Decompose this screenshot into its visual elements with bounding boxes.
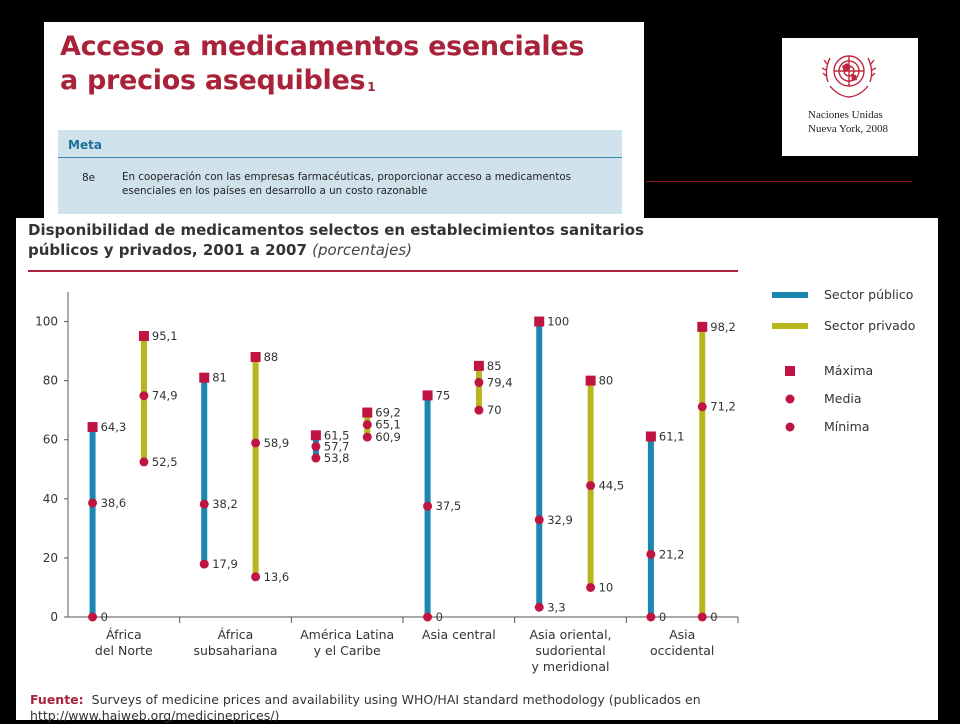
x-category-label: subsahariana (193, 643, 278, 658)
y-tick-label: 40 (42, 491, 58, 506)
min-marker (311, 454, 320, 463)
legend-label: Sector privado (824, 318, 916, 333)
max-marker (697, 322, 707, 332)
min-marker (139, 457, 148, 466)
publisher-panel (782, 38, 918, 156)
mean-value-label: 79,4 (486, 375, 513, 390)
min-value-label: 52,5 (151, 454, 178, 469)
min-marker (423, 613, 432, 622)
report-title (60, 30, 584, 98)
x-category-label: Asia oriental, (529, 627, 612, 642)
meta-header (58, 130, 622, 158)
meta-label: Meta (68, 138, 102, 152)
min-marker (363, 433, 372, 442)
un-emblem-icon (818, 44, 880, 102)
legend-label: Sector público (824, 287, 914, 302)
mean-marker (139, 391, 148, 400)
max-value-label: 88 (263, 350, 279, 364)
min-value-label: 10 (598, 580, 614, 595)
mean-value-label: 44,5 (598, 478, 625, 493)
mean-value-label: 32,9 (547, 512, 573, 527)
max-marker (199, 373, 209, 383)
mean-value-label: 58,9 (263, 435, 290, 450)
mean-marker (586, 481, 595, 490)
chart-panel (16, 218, 938, 723)
report-title-panel (44, 22, 644, 218)
legend-mean-marker (786, 395, 795, 404)
mean-value-label: 74,9 (151, 388, 178, 403)
max-marker (139, 331, 149, 341)
min-marker (251, 572, 260, 581)
mean-marker (251, 438, 260, 447)
min-marker (535, 603, 544, 612)
min-value-label: 17,9 (212, 557, 238, 572)
meta-box (58, 130, 622, 214)
max-value-label: 85 (486, 358, 502, 373)
x-category-label: Asia (669, 627, 696, 642)
mean-marker (698, 402, 707, 411)
x-category-label: occidental (649, 643, 715, 658)
mean-value-label: 65,1 (375, 417, 401, 432)
y-tick-label: 0 (50, 610, 58, 624)
max-marker (646, 431, 656, 441)
report-title-line2: a precios asequibles (60, 65, 366, 96)
min-marker (646, 613, 655, 622)
min-value-label: 13,6 (263, 569, 290, 584)
max-value-label: 98,2 (710, 319, 736, 334)
mean-value-label: 37,5 (435, 499, 462, 514)
y-tick-label: 100 (35, 314, 58, 329)
title-footnote-mark: 1 (367, 80, 376, 94)
mean-value-label: 38,2 (212, 497, 238, 512)
min-value-label: 0 (100, 610, 108, 624)
min-value-label: 0 (658, 610, 667, 624)
x-category-label: Asia central (421, 627, 496, 642)
max-value-label: 81 (212, 370, 227, 385)
mean-value-label: 71,2 (710, 399, 736, 414)
max-value-label: 69,2 (375, 405, 401, 420)
x-category-label: del Norte (94, 643, 153, 658)
max-marker (311, 430, 321, 440)
meta-text: En cooperación con las empresas farmacéuticas, proporcionar acceso a medicamentos esenciales en los países en desarrollo a un costo razonable (122, 171, 572, 197)
range-chart (16, 218, 938, 688)
max-marker (88, 422, 98, 432)
min-marker (586, 583, 595, 592)
max-value-label: 95,1 (151, 329, 178, 344)
mean-value-label: 21,2 (658, 547, 685, 562)
x-category-label: África (217, 627, 254, 642)
min-value-label: 60,9 (375, 430, 401, 445)
max-value-label: 80 (598, 373, 614, 388)
x-category-label: y meridional (531, 659, 610, 674)
mean-value-label: 57,7 (323, 439, 350, 454)
mean-marker (474, 378, 483, 387)
legend-label: Máxima (824, 363, 874, 378)
x-category-label: América Latina (300, 627, 395, 642)
publisher-line1: Naciones Unidas (808, 109, 883, 121)
min-marker (698, 613, 707, 622)
x-category-label: y el Caribe (313, 643, 381, 658)
mean-marker (423, 502, 432, 511)
min-marker (474, 406, 483, 415)
x-category-label: África (106, 627, 142, 642)
legend-label: Media (824, 391, 862, 406)
max-marker (586, 376, 596, 386)
mean-marker (88, 498, 97, 507)
max-marker (474, 361, 484, 371)
legend-min-marker (786, 423, 795, 432)
chart-title-unit: (porcentajes) (312, 241, 412, 259)
source-note (30, 692, 930, 724)
publisher-text (808, 108, 888, 136)
source-text: Surveys of medicine prices and availability using WHO/HAI standard methodology (publicados en http://www.haiweb.org/medicineprices/) (30, 692, 701, 723)
source-label: Fuente: (30, 692, 84, 707)
max-value-label: 64,3 (100, 420, 127, 435)
chart-title-line2: públicos y privados, 2001 a 2007 (28, 241, 307, 259)
min-value-label: 53,8 (323, 451, 350, 466)
mean-marker (535, 515, 544, 524)
mean-marker (646, 550, 655, 559)
max-marker (423, 390, 433, 400)
meta-code: 8e (82, 172, 96, 184)
max-marker (251, 352, 261, 362)
max-value-label: 100 (547, 314, 570, 329)
max-value-label: 75 (435, 388, 451, 403)
min-marker (88, 613, 97, 622)
publisher-line2: Nueva York, 2008 (808, 123, 889, 135)
min-value-label: 70 (486, 403, 502, 418)
header-divider (646, 181, 912, 182)
y-tick-label: 60 (42, 432, 58, 447)
y-tick-label: 80 (42, 373, 58, 388)
min-value-label: 3,3 (547, 600, 566, 615)
mean-marker (200, 500, 209, 509)
report-title-line1: Acceso a medicamentos esenciales (60, 31, 585, 62)
max-value-label: 61,1 (658, 429, 685, 444)
max-marker (362, 408, 372, 418)
x-category-label: sudoriental (535, 643, 606, 658)
y-tick-label: 20 (42, 550, 58, 565)
chart-title-line1: Disponibilidad de medicamentos selectos en establecimientos sanitarios (28, 221, 644, 239)
min-value-label: 0 (435, 610, 443, 624)
max-marker (534, 317, 544, 327)
mean-marker (311, 442, 320, 451)
max-value-label: 61,5 (323, 428, 350, 443)
legend-label: Mínima (824, 419, 870, 434)
legend-max-marker (785, 366, 795, 376)
mean-value-label: 38,6 (100, 495, 127, 510)
min-marker (200, 560, 209, 569)
mean-marker (363, 420, 372, 429)
min-value-label: 0 (710, 610, 718, 624)
